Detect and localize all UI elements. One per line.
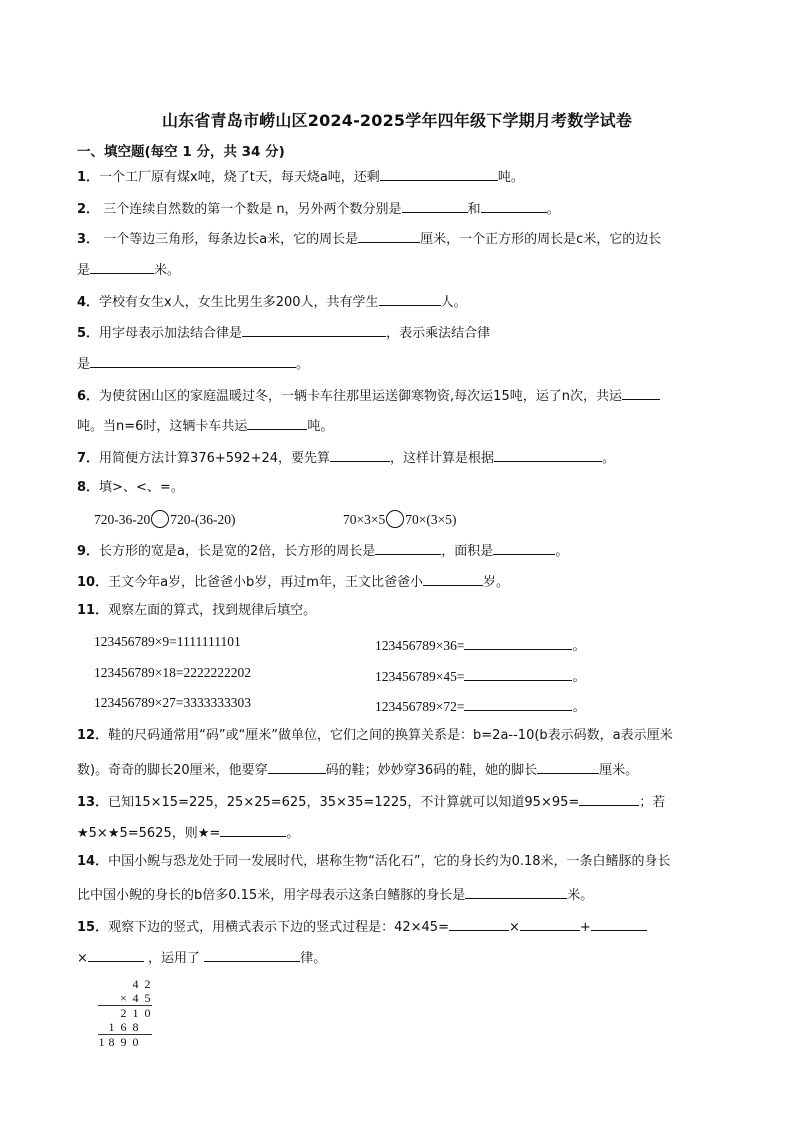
digit: 0 <box>132 1035 139 1049</box>
answer-blank[interactable] <box>423 571 483 586</box>
answer-blank[interactable] <box>449 916 509 931</box>
answer-blank[interactable] <box>90 259 154 274</box>
question-text: ，这样计算是根据 <box>390 451 495 466</box>
answer-blank[interactable] <box>520 916 580 931</box>
question-text: 码的鞋；妙妙穿36码的鞋，她的脚长 <box>325 763 538 778</box>
question-text: 用简便方法计算376+592+24，要先算 <box>99 451 331 466</box>
answer-blank[interactable] <box>330 447 390 462</box>
answer-blank[interactable] <box>242 322 386 337</box>
question-text: 用字母表示加法结合律是 <box>99 326 243 341</box>
answer-blank[interactable] <box>88 947 144 962</box>
digit: 8 <box>108 1035 115 1049</box>
digit: 2 <box>144 977 151 991</box>
question-text: 填>、<、=。 <box>99 480 184 495</box>
question-12-cont <box>77 759 638 780</box>
question-text: 一个等边三角形，每条边长a米，它的周长是 <box>103 232 359 247</box>
question-text: 米。 <box>567 888 594 903</box>
vertical-multiplication <box>96 977 156 1047</box>
question-10 <box>77 571 509 592</box>
question-text: 一个工厂原有煤x吨，烧了t天，每天烧a吨，还剩 <box>99 170 380 185</box>
answer-blank[interactable] <box>493 540 555 555</box>
question-text: 三个连续自然数的第一个数是 n，另外两个数分别是 <box>103 202 402 217</box>
question-9 <box>77 540 568 561</box>
question-12 <box>77 727 673 745</box>
question-text: 观察左面的算式，找到规律后填空。 <box>108 603 317 618</box>
digit: 2 <box>120 1006 127 1020</box>
question-text: 和 <box>467 202 481 217</box>
compare-circle[interactable] <box>151 510 169 528</box>
question-6-cont <box>77 415 333 436</box>
question-text: ★5×★5=5625，则★= <box>77 826 221 841</box>
question-text: 律。 <box>300 951 327 966</box>
partial-product-1 <box>96 1006 154 1019</box>
answer-blank[interactable] <box>537 759 599 774</box>
question-text: 。 <box>296 357 310 372</box>
digit: 5 <box>144 991 151 1005</box>
answer-blank[interactable] <box>579 791 639 806</box>
question-text: 吨。当n=6时，这辆卡车共运 <box>77 419 248 434</box>
answer-blank[interactable] <box>622 385 660 400</box>
expression-right: 720-(36-20) <box>170 512 236 527</box>
digit: 4 <box>132 991 139 1005</box>
question-15-cont <box>77 947 326 968</box>
question-7 <box>77 447 615 468</box>
question-14-cont <box>77 884 593 905</box>
pattern-left-2: 123456789×18=2222222202 <box>94 665 251 680</box>
answer-blank[interactable] <box>247 415 307 430</box>
pattern-left-3: 123456789×27=3333333303 <box>94 695 251 710</box>
question-number: 13． <box>77 795 109 810</box>
question-text: 为使贫困山区的家庭温暖过冬，一辆卡车往那里运送御寒物资,每次运15吨，运了n次，共运 <box>99 389 622 404</box>
question-text: 是 <box>77 263 91 278</box>
digit: 6 <box>120 1020 127 1034</box>
answer-blank[interactable] <box>268 759 326 774</box>
digit: 1 <box>108 1020 115 1034</box>
question-1 <box>77 166 524 187</box>
question-text: 厘米，一个正方形的周长是c米，它的边长 <box>420 232 662 247</box>
expression-right: 70×(3×5) <box>405 512 457 527</box>
digit: 1 <box>132 1006 139 1020</box>
answer-blank[interactable] <box>494 447 602 462</box>
question-number: 9． <box>77 544 100 559</box>
question-text: 长方形的宽是a，长是宽的2倍，长方形的周长是 <box>99 544 376 559</box>
question-text: 。 <box>572 699 586 714</box>
section-heading: 一、填空题(每空 1 分，共 34 分) <box>77 144 285 160</box>
expression: 123456789×36= <box>375 638 465 653</box>
question-number: 11． <box>77 603 109 618</box>
page-title: 山东省青岛市崂山区2024-2025学年四年级下学期月考数学试卷 <box>161 111 633 130</box>
answer-blank[interactable] <box>358 228 420 243</box>
question-text: ；若 <box>639 795 666 810</box>
question-number: 14． <box>77 854 109 869</box>
answer-blank[interactable] <box>481 198 547 213</box>
question-number: 12． <box>77 728 109 743</box>
expression: 123456789×45= <box>375 669 465 684</box>
question-text: 已知15×15=225，25×25=625，35×35=1225，不计算就可以知道95×95= <box>108 795 580 810</box>
question-text: 。 <box>546 202 560 217</box>
question-text: ，表示乘法结合律 <box>386 326 491 341</box>
pattern-right-1 <box>375 634 586 654</box>
question-text: 观察下边的竖式，用横式表示下边的竖式过程是：42×45= <box>108 920 449 935</box>
answer-blank[interactable] <box>375 540 441 555</box>
digit: 8 <box>132 1020 139 1034</box>
question-text: 米。 <box>154 263 181 278</box>
pattern-right-2 <box>375 665 586 685</box>
question-text: 岁。 <box>482 575 509 590</box>
compare-expression-2 <box>343 510 456 528</box>
question-text: × <box>508 920 520 935</box>
question-text: × <box>77 951 88 966</box>
expression-left: 70×3×5 <box>343 512 386 527</box>
question-text: + <box>579 920 591 935</box>
answer-blank[interactable] <box>402 198 468 213</box>
compare-circle[interactable] <box>386 510 404 528</box>
compare-expression-1 <box>94 510 235 528</box>
question-text: 。 <box>555 544 569 559</box>
question-11 <box>77 602 316 620</box>
question-2 <box>77 198 560 219</box>
pattern-left-1: 123456789×9=1111111101 <box>94 634 241 649</box>
question-text: 。 <box>286 826 300 841</box>
question-13-cont <box>77 822 299 843</box>
question-text: 人。 <box>440 295 467 310</box>
digit: 9 <box>120 1035 127 1049</box>
question-3-cont <box>77 259 180 280</box>
question-text: 。 <box>602 451 616 466</box>
answer-blank[interactable] <box>380 166 498 181</box>
expression: 123456789×72= <box>375 699 465 714</box>
product-row <box>96 1035 154 1048</box>
digit: 1 <box>98 1035 105 1049</box>
question-text: 比中国小鲵的身长的b倍多0.15米，用字母表示这条白鳍豚的身长是 <box>77 888 466 903</box>
answer-blank[interactable] <box>220 822 286 837</box>
answer-blank[interactable] <box>591 916 647 931</box>
multiplier-row <box>96 991 154 1004</box>
question-number: 2． <box>77 202 100 217</box>
answer-blank[interactable] <box>90 353 296 368</box>
times-sign: × <box>120 991 127 1005</box>
question-3 <box>77 228 661 249</box>
question-number: 3． <box>77 232 100 247</box>
question-number: 5． <box>77 326 100 341</box>
question-6 <box>77 385 660 406</box>
question-text: 。 <box>572 638 586 653</box>
question-number: 6． <box>77 389 100 404</box>
question-text: 学校有女生x人，女生比男生多200人，共有学生 <box>99 295 379 310</box>
question-text: 厘米。 <box>599 763 639 778</box>
question-text: ，面积是 <box>441 544 494 559</box>
expression-left: 720-36-20 <box>94 512 151 527</box>
question-text: 吨。 <box>497 170 524 185</box>
question-text: 中国小鲵与恐龙处于同一发展时代，堪称生物“活化石”，它的身长约为0.18米，一条白鳍豚的身长 <box>108 854 671 869</box>
partial-product-2 <box>96 1020 154 1033</box>
question-text: 吨。 <box>307 419 334 434</box>
answer-blank[interactable] <box>379 291 441 306</box>
question-13 <box>77 791 665 812</box>
question-text: 鞋的尺码通常用“码”或“厘米”做单位，它们之间的换算关系是：b=2a--10(b表示码数，a表示厘米 <box>108 728 673 743</box>
answer-blank[interactable] <box>464 666 572 681</box>
pattern-right-3 <box>375 695 586 715</box>
question-number: 8． <box>77 480 100 495</box>
question-4 <box>77 291 467 312</box>
answer-blank[interactable] <box>464 696 572 711</box>
digit: 0 <box>144 1006 151 1020</box>
question-text: 数)。奇奇的脚长20厘米，他要穿 <box>77 763 268 778</box>
answer-blank[interactable] <box>464 635 572 650</box>
answer-blank[interactable] <box>465 884 567 899</box>
answer-blank[interactable] <box>204 947 300 962</box>
question-number: 1． <box>77 170 100 185</box>
question-5 <box>77 322 490 343</box>
digit: 4 <box>132 977 139 991</box>
question-text: 是 <box>77 357 91 372</box>
question-number: 4． <box>77 295 100 310</box>
question-text: 王文今年a岁，比爸爸小b岁，再过m年，王文比爸爸小 <box>108 575 423 590</box>
question-8 <box>77 479 184 497</box>
question-5-cont <box>77 353 309 374</box>
question-text: ，运用了 <box>148 951 201 966</box>
question-number: 15． <box>77 920 109 935</box>
question-15 <box>77 916 647 937</box>
question-text: 。 <box>572 669 586 684</box>
multiplicand-row <box>96 977 154 990</box>
question-number: 10． <box>77 575 109 590</box>
question-number: 7． <box>77 451 100 466</box>
question-14 <box>77 853 671 871</box>
